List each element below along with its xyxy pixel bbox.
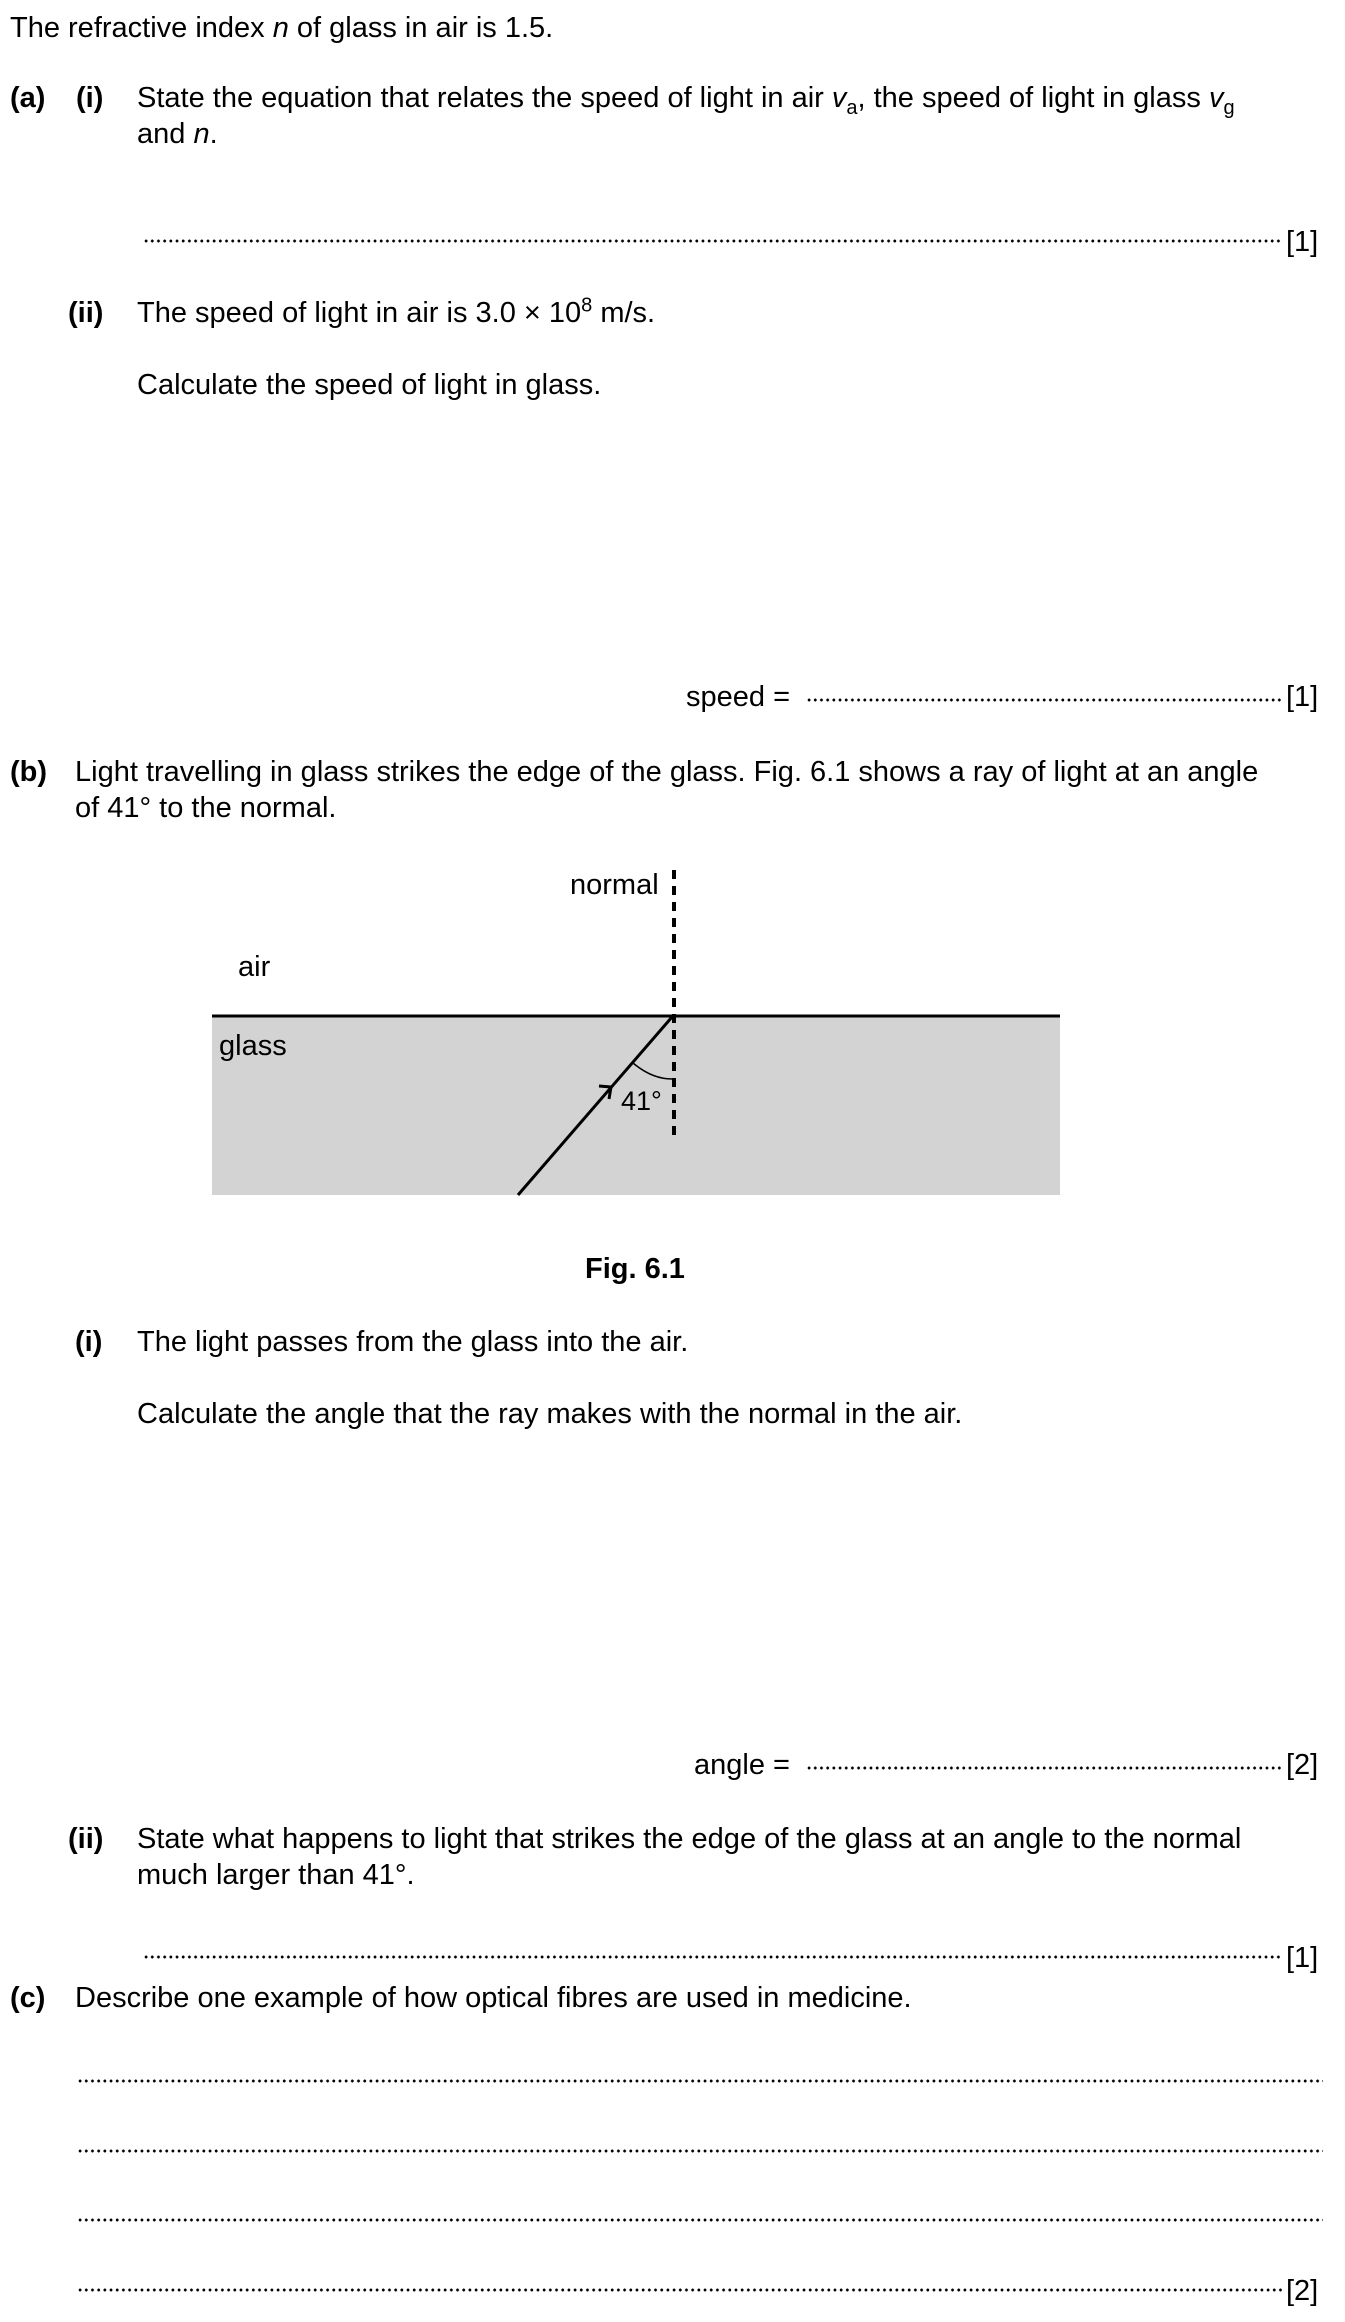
part-a-label: (a) [10,82,46,114]
speed-answer-label: speed = [686,681,791,713]
b-question-line1: Light travelling in glass strikes the edge of the glass. Fig. 6.1 shows a ray of light at an angle [75,756,1259,788]
normal-label: normal [570,869,659,901]
glass-label: glass [219,1030,287,1062]
part-b-label: (b) [10,756,48,788]
a-i-mark: [1] [1286,226,1319,258]
b-question-line2: of 41° to the normal. [75,792,337,824]
a-ii-question-line1: The speed of light in air is $3.0 \times 10^8$ m/s. [137,294,656,329]
a-ii-mark: [1] [1286,681,1319,713]
b-i-question-line1: The light passes from the glass into the air. [137,1326,689,1358]
part-c-label: (c) [10,1982,46,2014]
air-label: air [238,951,271,983]
c-answer-line-2[interactable] [77,2141,1323,2161]
c-question-line1: Describe one example of how optical fibres are used in medicine. [75,1982,912,2014]
b-i-question-line2: Calculate the angle that the ray makes with the normal in the air. [137,1398,963,1430]
a-i-question-line2: and n. [137,118,218,150]
b-ii-answer-line[interactable] [143,1947,1283,1967]
angle-answer-line[interactable] [806,1758,1283,1778]
a-i-question-line1: State the equation that relates the speed of light in air $v_a$, the speed of light in glass $v_g$ [137,82,1235,119]
figure-caption: Fig. 6.1 [585,1253,685,1285]
subpart-a-i-label: (i) [76,82,104,114]
angle-answer-label: angle = [694,1749,790,1781]
subpart-a-ii-label: (ii) [68,297,104,329]
b-i-mark: [2] [1286,1749,1319,1781]
a-ii-question-line2: Calculate the speed of light in glass. [137,369,602,401]
b-ii-question-line1: State what happens to light that strikes the edge of the glass at an angle to the normal [137,1823,1242,1855]
c-answer-line-3[interactable] [77,2210,1323,2230]
c-answer-line-4[interactable] [77,2280,1283,2300]
angle-label: 41° [621,1086,662,1116]
c-mark: [2] [1286,2275,1319,2307]
intro-text: The refractive index n of glass in air is 1.5. [10,12,554,44]
subpart-b-i-label: (i) [75,1326,103,1358]
b-ii-mark: [1] [1286,1942,1319,1974]
subpart-b-ii-label: (ii) [68,1823,104,1855]
c-answer-line-1[interactable] [77,2071,1323,2091]
b-ii-question-line2: much larger than 41°. [137,1859,415,1891]
